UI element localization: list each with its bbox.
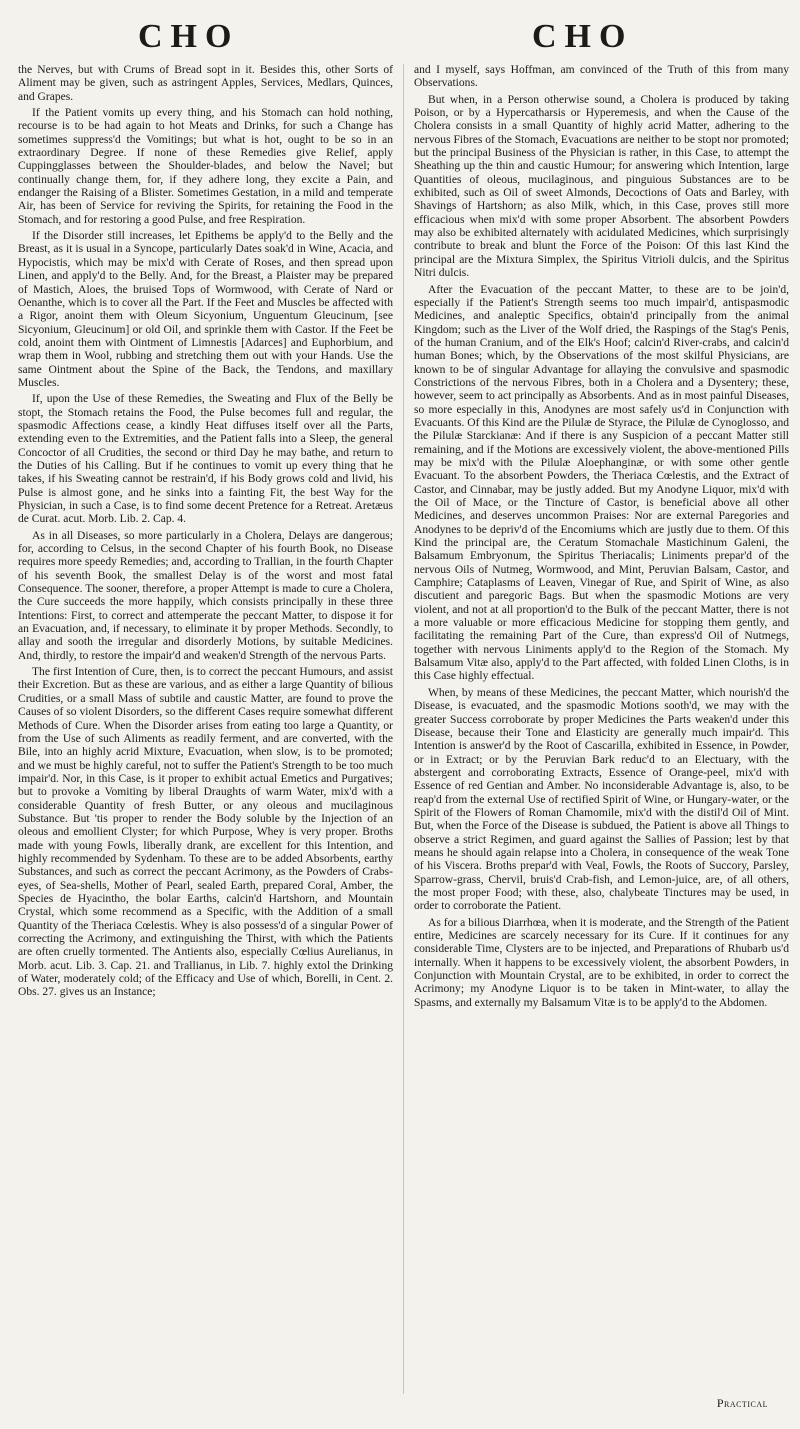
running-header — [0, 18, 800, 68]
paragraph: If the Patient vomits up every thing, and his Stomach can hold nothing, recourse is to be had again to hot Meats and Drinks, for such a Change has sometimes suppress'd the Vomitings; but what is hot, ought to be so in an extraordinary Degree. If none of these Remedies give Relief, apply Cuppingglasses between the Shoulder-blades, and below the Navel; but continually change them, for, if they adhere long, they excite a Pain, and endanger the Raising of a Blister. Sometimes Gestation, in a mild and temperate Air, has been of Service for reviving the Spirits, for retaining the Food in the Stomach, and for restoring a good Pulse, and free Respiration. — [18, 107, 393, 226]
left-column — [18, 64, 393, 1003]
column-divider — [403, 64, 404, 1394]
paragraph: When, by means of these Medicines, the peccant Matter, which nourish'd the Disease, is evacuated, and the spasmodic Motions sooth'd, we may with the greater Success corroborate by proper Medicines the Parts weaken'd under this Disease, because their Tone and Elasticity are generally much impair'd. This Intention is answer'd by the Root of Cascarilla, exhibited in Essence, in Powder, or in Extract; or by the Peruvian Bark reduc'd to an Electuary, with the abstergent and corroborating Extracts, Essence of Orange-peel, mix'd with Essence of red Gentian and Amber. No inconsiderable Advantage is, also, to be reap'd from the external Use of rectified Spirit of Wine, or Hungary-water, or the Spirit of the Flowers of Roman Chamomile, mix'd with the distil'd Oil of Mint. But, when the Force of the Disease is subdued, the Patient is above all Things to observe a strict Regimen, and guard against the Sallies of Passion; lest by that means he should again relapse into a Cholera, in consequence of the weak Tone of his Viscera. Broths prepar'd with Veal, Fowls, the Roots of Succory, Parsley, Sparrow-grass, Chervil, bruis'd Crab-fish, and Lemon-juice, are, of all others, the most proper Food; with these, also, chalybeate Tinctures may be used, in order to corroborate the Patient. — [414, 686, 789, 913]
paragraph: As for a bilious Diarrhœa, when it is moderate, and the Strength of the Patient entire, Medicines are scarcely necessary for its Cure. If it continues for any considerable Time, Clysters are to be injected, and Preparations of Rhubarb us'd internally. When it happens to be excessively violent, the absorbent Powders, in Conjunction with Mountain Crystal, are to be exhibited, in order to correct the Acrimony; my Anodyne Liquor is to be taken in Mint-water, to allay the Spasms, and externally my Balsamum Vitæ is to be apply'd to the Abdomen. — [414, 916, 789, 1009]
running-head-left: CHO — [138, 18, 240, 55]
right-column — [414, 64, 789, 1013]
paragraph: The first Intention of Cure, then, is to correct the peccant Humours, and assist their Excretion. But as these are various, and as either a large Quantity of bilious Crudities, or a small Mass of subtile and caustic Matter, are found to prove the Causes of so violent Disorders, so the different Cases require somewhat different Methods of Cure. When the Disorder arises from eating too large a Quantity, or from the Use of such Aliments as readily ferment, and are converted, with the Bile, into an highly acrid Mixture, Evacuation, when slow, is to be promoted; and we must be highly careful, not to suffer the Patient's Strength to be too much impair'd. Nor, in this Case, is it proper to exhibit actual Emetics and Purgatives; but to provoke a Vomiting by liberal Draughts of warm Water, mix'd with a considerable Quantity of fresh Butter, or any oleous and mucilaginous Substance. But 'tis proper to render the Body soluble by the Injection of an oleous and emollient Clyster; for which Purpose, Whey is very proper. Broths made with young Fowls, liberally drank, are excellent for this Intention, and highly recommended by Sydenham. To these are to be added Absorbents, earthy Substances, and such as correct the peccant Acrimony, as the Powders of Crabs-eyes, of Sea-shells, Mother of Pearl, sealed Earth, prepared Coral, Amber, the Species de Hyacintho, the bolar Earths, calcin'd Hartshorn, and Mountain Crystal, which some recommend as a Specific, with the Addition of a small Quantity of the Theriaca Cœlestis. Whey is also possess'd of a singular Power of correcting the Acrimony, and extinguishing the Thirst, with which the Patients are often cruelly tormented. The Antients also, especially Cœlius Aurelianus, in Morb. acut. Lib. 3. Cap. 21. and Trallianus, in Lib. 7. highly extol the Drinking of Water, moderately cold; of the Efficacy and Use of which, Borelli, in Cent. 2. Obs. 27. gives us an Instance; — [18, 666, 393, 999]
paragraph: If, upon the Use of these Remedies, the Sweating and Flux of the Belly be stopt, the Stomach retains the Food, the Pulse becomes full and regular, the spasmodic Affections cease, a kindly Heat diffuses itself over all the Parts, extending even to the Extremities, and the Patient falls into a Sleep, the general Concoctor of all Crudities, the second or third Day he may bathe, and return to the Duties of his Calling. But if he continues to vomit up every thing that he takes, if his Sweating cannot be restrain'd, if his Body grows cold and livid, his Pulse is almost gone, and he sinks into a fainting Fit, the best Way for the Physician, in such a Case, is to find some decent Pretence for a Retreat. Aretæus de Curat. acut. Morb. Lib. 2. Cap. 4. — [18, 393, 393, 526]
catchword: Practical — [716, 1396, 768, 1410]
paragraph: and I myself, says Hoffman, am convinced of the Truth of this from many Observations. — [414, 64, 789, 90]
running-head-right: CHO — [532, 18, 634, 55]
paragraph: As in all Diseases, so more particularly in a Cholera, Delays are dangerous; for, according to Celsus, in the second Chapter of his fourth Book, no Disease requires more speedy Remedies; and, according to Trallian, in the fourth Chapter of his seventh Book, the smallest Delay is of the worst and most fatal Consequence. The sooner, therefore, a proper Attempt is made to cure a Cholera, the Cure succeeds the more happily, which consists principally in these three Intentions: First, to correct and attemperate the peccant Matter, to dispose it for an Evacuation, and, if necessary, to eliminate it by proper Methods. Secondly, to allay and sooth the irregular and disorderly Motions, by suitable Medicines. And, thirdly, to restore the impair'd and weaken'd Strength of the nervous Parts. — [18, 529, 393, 662]
paragraph: But when, in a Person otherwise sound, a Cholera is produced by taking Poison, or by a Hypercatharsis or Hyperemesis, and when the Cause of the Cholera consists in a small Quantity of highly acrid Matter, adhering to the nervous Fibres of the Stomach, Evacuations are neither to be stopt nor promoted; but the principal Business of the Physician is rather, in this Case, to attempt the Sheathing up the thin and caustic Humour; for answering which Intention, large Quantities of oleous, mucilaginous, and pinguious Substances are to be exhibited, such as Oil of sweet Almonds, Decoctions of Oats and Barley, with Shavings of Hartshorn; as also Milk, which, in this Case, proves still more efficacious when mix'd with some proper Absorbent. The absorbent Powders may also be exhibited alternately with acidulated Medicines, which surprisingly contribute to break and blunt the Force of the Poison: Of this last Kind the principal are the Mixtura Simplex, the Spiritus Vitrioli dulcis, and the Spiritus Nitri dulcis. — [414, 93, 789, 280]
paragraph: If the Disorder still increases, let Epithems be apply'd to the Belly and the Breast, as it is usual in a Syncope, particularly Dates soak'd in Wine, Acacia, and Hypocistis, which may be mix'd with Cerate of Roses, and then spread upon Linen, and apply'd to the Belly. And, for the Breast, a Plaister may be prepared of Mastich, Aloes, the bruised Tops of Wormwood, with Cerate of Nard or Oenanthe, which is to cover all the Part. If the Feet and Muscles be affected with a Rigor, anoint them with Oleum Sicyonium, Unguentum Gleucinum, [see Sicyonium, Gleucinum] or old Oil, and sprinkle them with Castor. If the Feet be cold, anoint them with Ointment of Limnestis [Adarces] and Euphorbium, and wrap them in Wool, rubbing and stretching them out with your Hands. Use the same Ointment about the Spine of the Back, the Tendons, and maxillary Muscles. — [18, 230, 393, 389]
paragraph: After the Evacuation of the peccant Matter, to these are to be join'd, especially if the Patient's Strength seems too much impair'd, antispasmodic Medicines, and analeptic Specifics, obtain'd principally from the animal Kingdom; such as the Liver of the Wolf dried, the Raspings of the Stag's Penis, of the human Cranium, and of the Elk's Hoof; calcin'd River-crabs, and calcin'd human Bones; which, by the Observations of the most skilful Physicians, are known to be of singular Advantage for allaying the convulsive and spasmodic Constrictions of the nervous Fibres, both in a Cholera and a Dysentery; these, however, seem to act principally as Absorbents. And as in most painful Diseases, so more especially in this, Anodynes are most safely us'd in Conjunction with Evacuants. Of this Kind are the Pilulæ de Styrace, the Pilulæ de Cynoglosso, and the Pilulæ Starckianæ: And if there is any Suspicion of a peccant Matter still remaining, and if the Motions are excessively violent, the above-mentioned Pills may be mix'd with the Pilulæ Aloephanginæ, or with some other gentle Evacuant. To the absorbent Powders, the Theriaca Cœlestis, and the Extract of Castor, and Cinnabar, may be justly added. But my Anodyne Liquor, mix'd with the Oil of Mace, or the Tincture of Castor, is beneficial above all other Medicines, and deserves uncommon Praises: Nor are external Paregories and Anodynes to be depriv'd of the Encomiums which are justly due to them. Of this Kind the principal are, the Ceratum Stomachale Mastichinum Galeni, the Balsamum Embryonum, the Spiritus Theriacalis; Liniments prepar'd of the nervous Oils of Nutmeg, Wormwood, and Mint, Peruvian Balsam, Castor, and Camphire; Cataplasms of Leaven, Vinegar of Rue, and Spirit of Wine, as also discutient and paregoric Bags. But when the spasmodic Motions are very violent, and not at all proportion'd to the Bulk of the peccant Matter, there is not a more valuable or more efficacious Medicine for stopping them gently, and facilitating the remaining Part of the Cure, than express'd Oil of Nutmegs, together with nervous Liniments apply'd to the Region of the Stomach. My Balsamum Vitæ also, apply'd to the Part affected, with folded Linen Cloths, is in this Case highly effectual. — [414, 283, 789, 683]
paragraph: the Nerves, but with Crums of Bread sopt in it. Besides this, other Sorts of Aliment may be given, such as astringent Apples, Services, Medlars, Quinces, and Grapes. — [18, 64, 393, 103]
